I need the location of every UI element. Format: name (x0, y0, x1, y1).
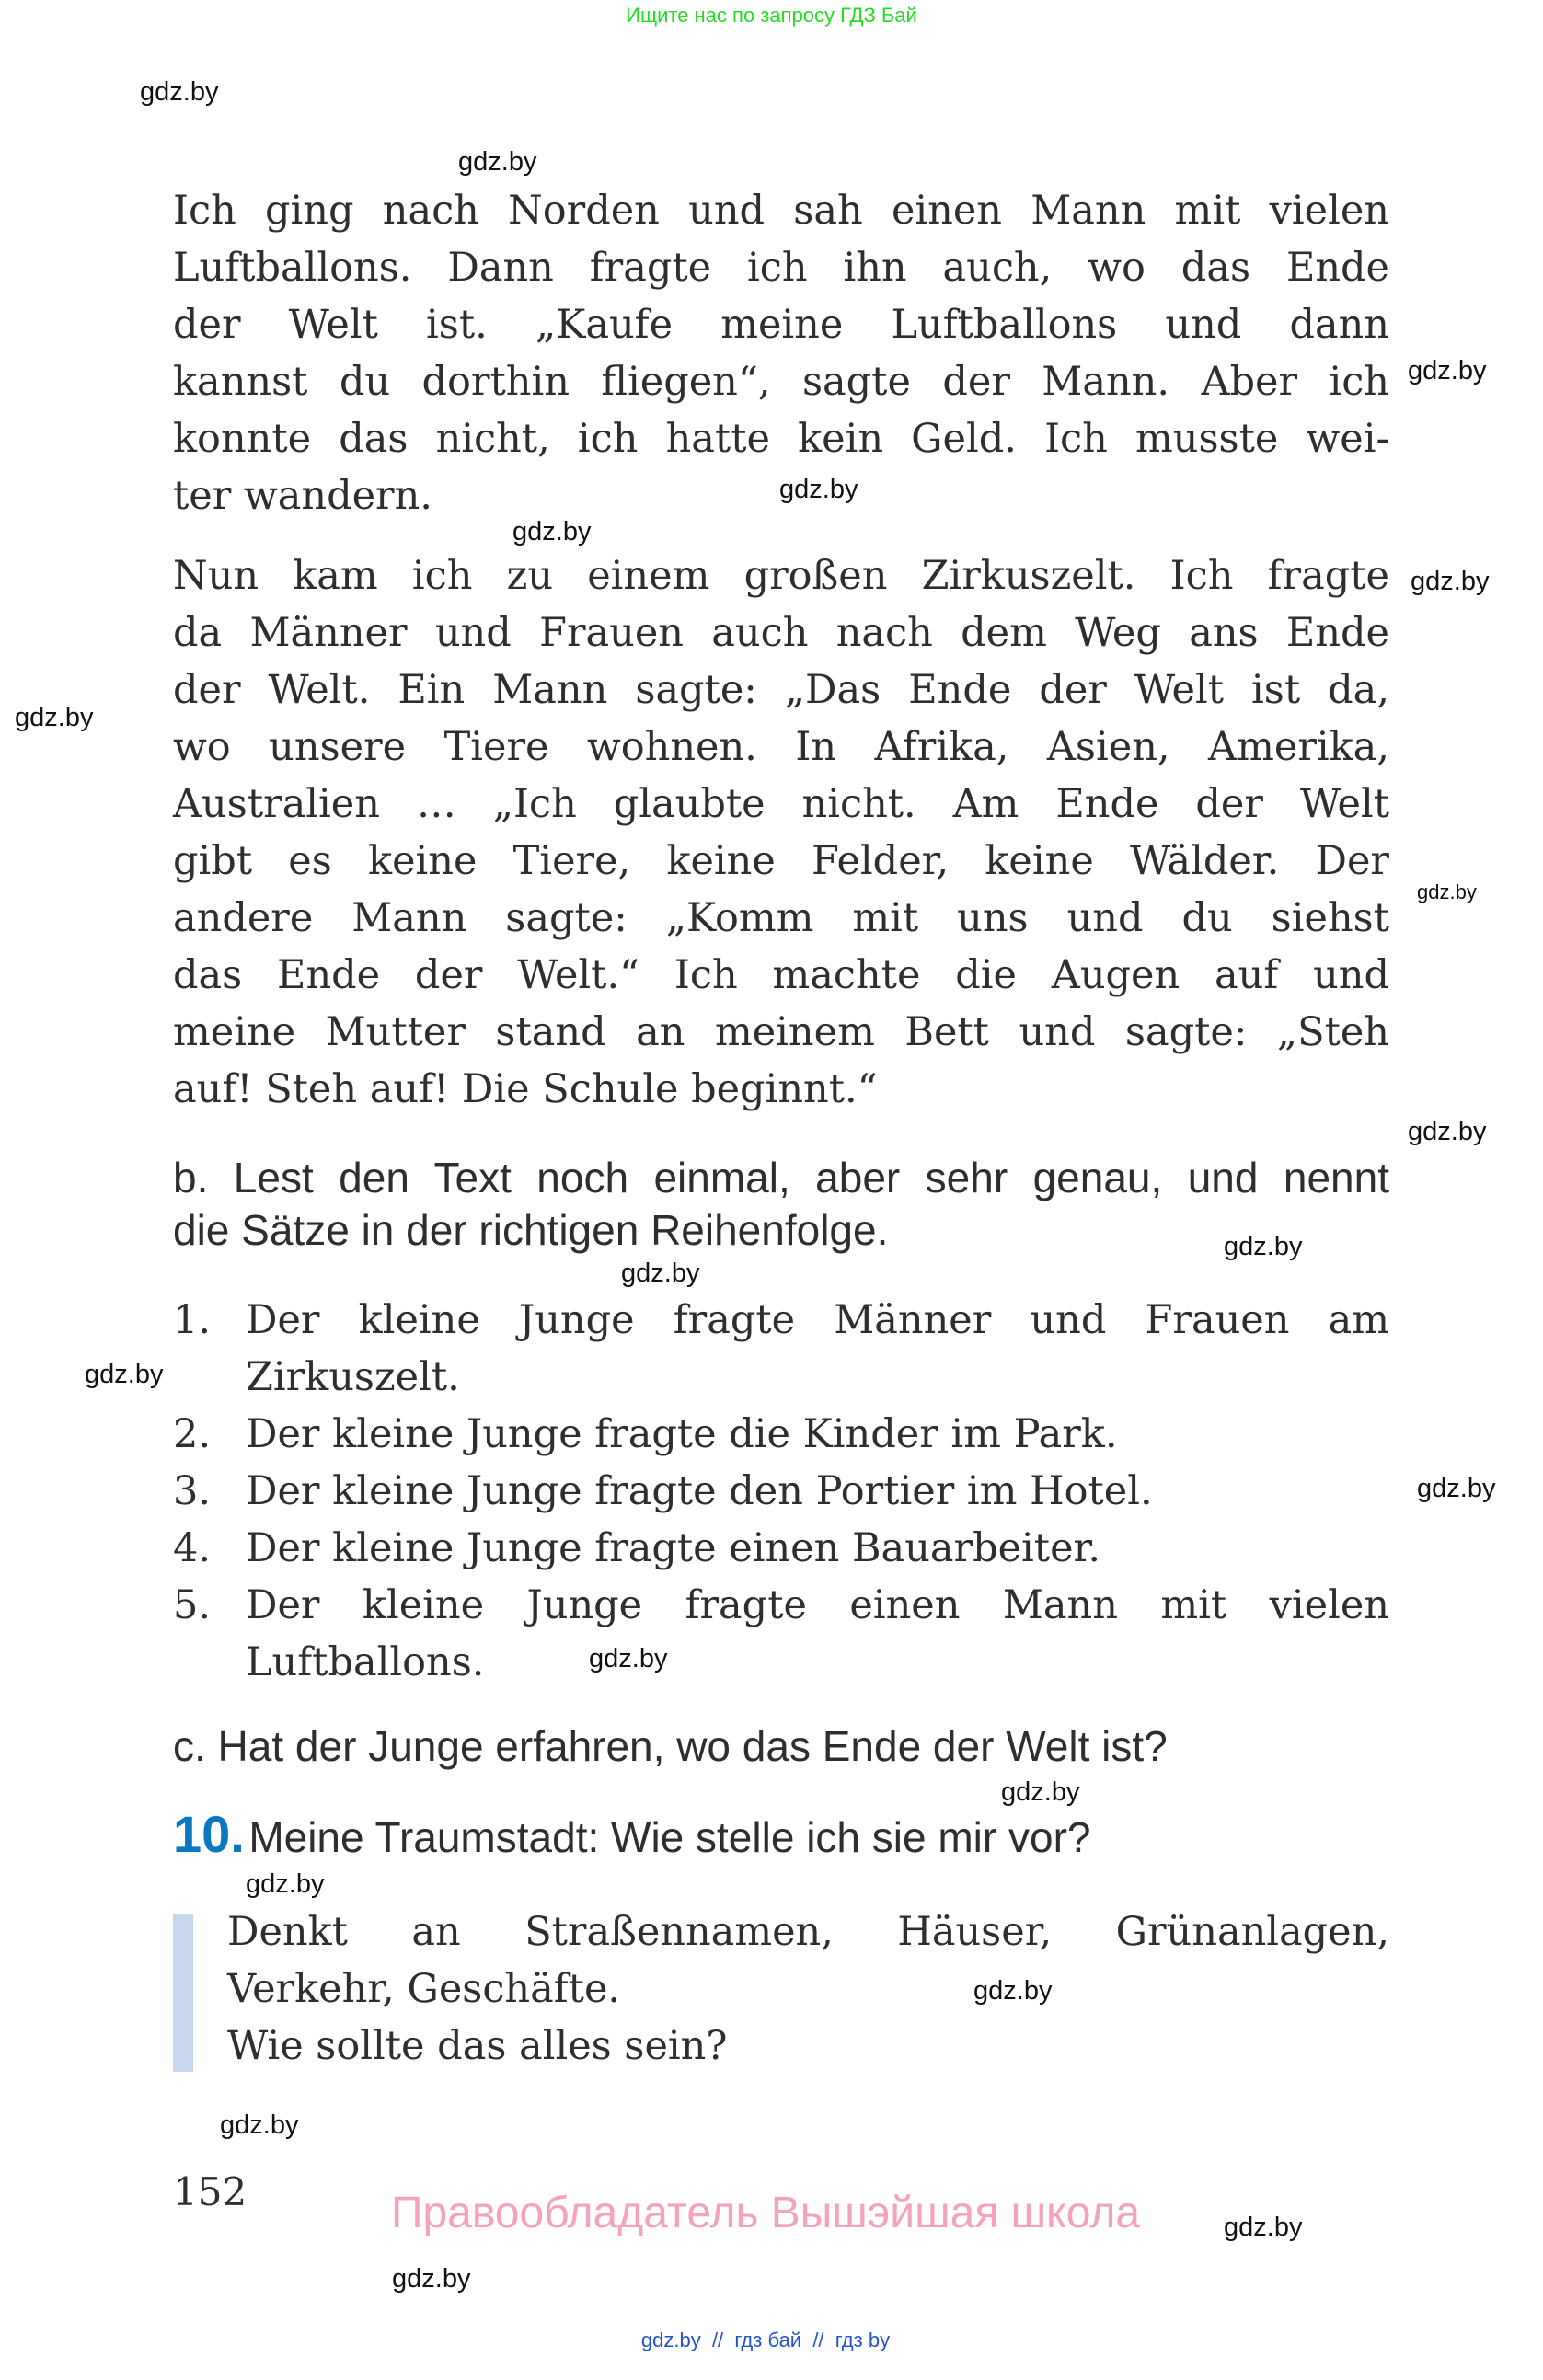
text-line: der Welt ist. „Kaufe meine Luftballons und dann (173, 302, 1389, 348)
text-line: Denkt an Straßennamen, Häuser, Grünanlagen, (227, 1909, 1389, 1955)
footer-links[interactable]: gdz.by // гдз бай // гдз by (640, 2328, 891, 2351)
item-number: 5. (173, 1582, 212, 1628)
item-text: Der kleine Junge fragte Männer und Frauen am (246, 1297, 1389, 1343)
exercise-number: 10. (173, 1805, 245, 1863)
list-item (173, 1292, 1389, 1406)
text-line: Australien … „Ich glaubte nicht. Am Ende der Welt (173, 781, 1389, 827)
watermark: gdz.by (1224, 2213, 1303, 2242)
text-line: Nun kam ich zu einem großen Zirkuszelt. Ich fragte (173, 553, 1389, 599)
text-line: ter wandern. (173, 473, 432, 519)
item-text: Zirkuszelt. (246, 1354, 460, 1400)
exercise-title: Meine Traumstadt: Wie stelle ich sie mir vor? (248, 1813, 1091, 1861)
item-number: 3. (173, 1468, 212, 1514)
watermark: gdz.by (1408, 356, 1487, 385)
text-line: Luftballons. Dann fragte ich ihn auch, wo das Ende (173, 245, 1389, 291)
copyright-notice: Правообладатель Вышэйшая школа (390, 2189, 1141, 2237)
text-line: gibt es keine Tiere, keine Felder, keine Wälder. Der (173, 838, 1389, 884)
watermark: gdz.by (1408, 1117, 1487, 1146)
task-c-heading: c. Hat der Junge erfahren, wo das Ende der Welt ist? (173, 1722, 1168, 1770)
item-text: Der kleine Junge fragte einen Bauarbeiter. (246, 1525, 1101, 1571)
item-number: 1. (173, 1297, 212, 1343)
page-number: 152 (173, 2169, 248, 2214)
text-line: konnte das nicht, ich hatte kein Geld. Ich musste wei- (173, 416, 1389, 462)
text-line: Verkehr, Geschäfte. (227, 1966, 621, 2012)
item-text: Der kleine Junge fragte die Kinder im Park. (246, 1411, 1118, 1457)
task-box-text (227, 1903, 1389, 2075)
sentence-list (173, 1292, 1389, 1691)
top-banner[interactable]: Ищите нас по запросу ГДЗ Бай (626, 4, 917, 27)
paragraph-2 (173, 547, 1389, 1118)
text-line: Ich ging nach Norden und sah einen Mann mit vielen (173, 188, 1389, 234)
watermark: gdz.by (1417, 880, 1477, 903)
item-number: 4. (173, 1525, 212, 1571)
heading-line: die Sätze in der richtigen Reihenfolge. (173, 1206, 889, 1254)
watermark: gdz.by (85, 1360, 164, 1389)
watermark: gdz.by (15, 703, 94, 732)
list-item (173, 1406, 1389, 1463)
text-line: auf! Steh auf! Die Schule beginnt.“ (173, 1066, 878, 1112)
text-line: wo unsere Tiere wohnen. In Afrika, Asien, Amerika, (173, 724, 1389, 770)
watermark: gdz.by (392, 2264, 471, 2294)
watermark: gdz.by (1224, 1232, 1303, 1261)
list-item (173, 1520, 1389, 1577)
watermark: gdz.by (246, 1869, 325, 1899)
text-line: meine Mutter stand an meinem Bett und sagte: „Steh (173, 1009, 1389, 1055)
text-line: kannst du dorthin fliegen“, sagte der Mann. Aber ich (173, 359, 1389, 405)
task-b-heading (173, 1152, 1389, 1257)
watermark: gdz.by (220, 2110, 299, 2140)
watermark: gdz.by (512, 517, 592, 546)
watermark: gdz.by (779, 475, 858, 504)
text-line: das Ende der Welt.“ Ich machte die Augen auf und (173, 952, 1389, 998)
item-text: Der kleine Junge fragte den Portier im Hotel. (246, 1468, 1153, 1514)
watermark: gdz.by (1411, 567, 1490, 596)
watermark: gdz.by (1001, 1777, 1080, 1807)
watermark: gdz.by (458, 147, 537, 177)
text-line: Wie sollte das alles sein? (227, 2023, 728, 2069)
watermark: gdz.by (589, 1644, 668, 1673)
task-box-bar (173, 1914, 193, 2072)
item-text: Luftballons. (246, 1639, 485, 1685)
text-line: da Männer und Frauen auch nach dem Weg ans Ende (173, 610, 1389, 656)
text-line: andere Mann sagte: „Komm mit uns und du siehst (173, 895, 1389, 941)
list-item (173, 1463, 1389, 1520)
item-number: 2. (173, 1411, 212, 1457)
watermark: gdz.by (973, 1976, 1053, 2006)
list-item (173, 1577, 1389, 1691)
watermark: gdz.by (1417, 1474, 1496, 1503)
watermark: gdz.by (621, 1259, 700, 1288)
heading-line: b. Lest den Text noch einmal, aber sehr genau, und nennt (173, 1154, 1389, 1201)
text-line: der Welt. Ein Mann sagte: „Das Ende der Welt ist da, (173, 667, 1389, 713)
watermark: gdz.by (140, 77, 219, 107)
item-text: Der kleine Junge fragte einen Mann mit vielen (246, 1582, 1389, 1628)
